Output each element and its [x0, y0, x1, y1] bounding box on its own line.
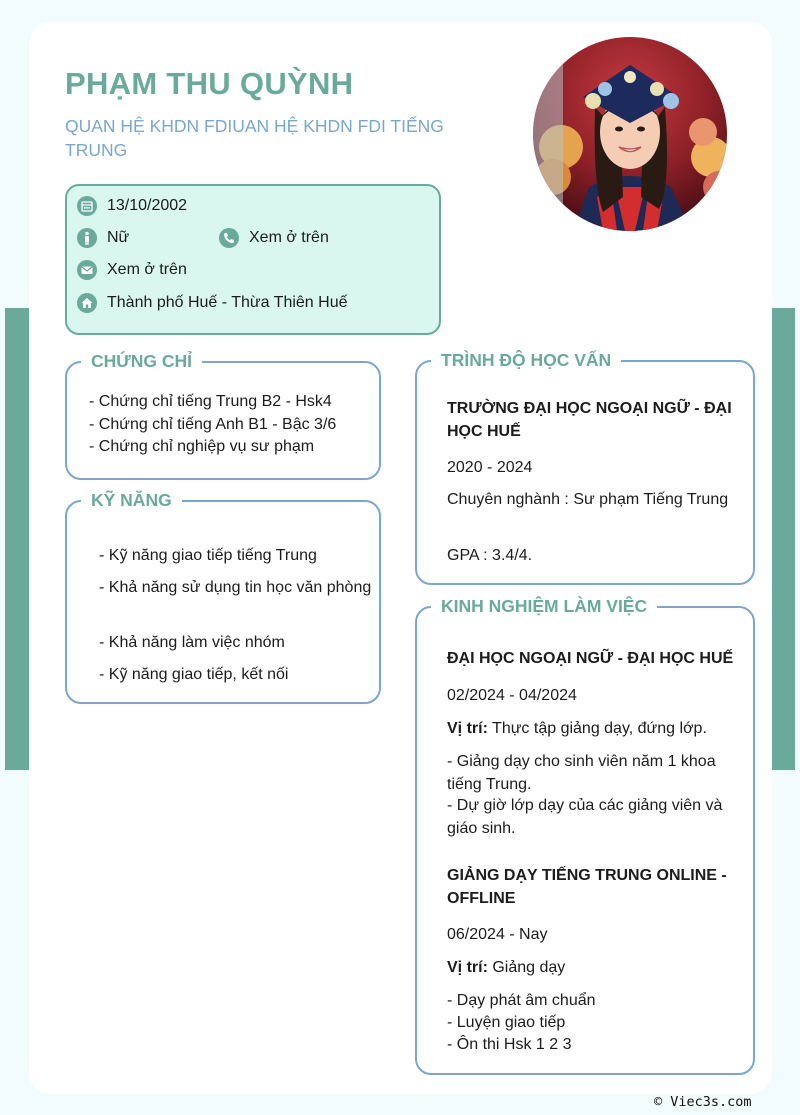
certificates-title: CHỨNG CHỈ [81, 349, 202, 373]
experience-section [415, 596, 755, 1075]
skill-item: - Kỹ năng giao tiếp, kết nối [99, 666, 289, 683]
gender-row [77, 228, 129, 248]
footer-watermark: © Viec3s.com [654, 1094, 752, 1110]
job-duty: - Luyện giao tiếp [447, 1014, 566, 1031]
job-company: GIẢNG DẠY TIẾNG TRUNG ONLINE - OFFLINE [447, 867, 727, 907]
education-section [415, 350, 755, 585]
phone-icon [219, 228, 239, 248]
skills-title: KỸ NĂNG [81, 488, 182, 512]
phone-value: Xem ở trên [249, 229, 329, 246]
candidate-name: PHẠM THU QUỲNH [65, 66, 354, 101]
gender-value: Nữ [107, 229, 130, 246]
certificate-item: - Chứng chỉ nghiệp vụ sư phạm [89, 438, 315, 455]
home-icon [77, 293, 97, 313]
birthday-value: 13/10/2002 [107, 197, 188, 214]
email-row [77, 260, 187, 280]
certificate-item: - Chứng chỉ tiếng Anh B1 - Bậc 3/6 [89, 415, 337, 433]
profile-photo [533, 37, 727, 231]
education-period: 2020 - 2024 [447, 459, 533, 476]
education-gpa: GPA : 3.4/4. [447, 547, 533, 564]
certificates-list [89, 391, 336, 459]
job-period: 06/2024 - Nay [447, 926, 548, 943]
phone-row [219, 228, 329, 248]
email-value: Xem ở trên [107, 261, 187, 278]
education-title: TRÌNH ĐỘ HỌC VẤN [431, 348, 621, 372]
education-major: Chuyên nghành : Sư phạm Tiếng Trung [447, 491, 729, 508]
position-label: Vị trí: [447, 959, 488, 976]
birthday-row [77, 196, 187, 216]
school-name: TRƯỜNG ĐẠI HỌC NGOẠI NGỮ - ĐẠI HỌC HUẾ [447, 400, 732, 440]
job-duty: - Ôn thi Hsk 1 2 3 [447, 1036, 572, 1053]
skills-section [65, 490, 381, 704]
experience-title: KINH NGHIỆM LÀM VIỆC [431, 594, 657, 618]
job-title: QUAN HỆ KHDN FDIUAN HỆ KHDN FDI TIẾNG TRUNG [65, 116, 444, 160]
job-duty: - Giảng dạy cho sinh viên năm 1 khoa tiếng Trung. [447, 753, 716, 793]
job-duty: - Dự giờ lớp dạy của các giảng viên và giáo sinh. [447, 797, 723, 837]
address-row [77, 293, 348, 313]
job-position [447, 718, 737, 741]
calendar-icon [77, 196, 97, 216]
address-value: Thành phố Huế - Thừa Thiên Huế [107, 294, 348, 311]
email-icon [77, 260, 97, 280]
gender-icon [77, 228, 97, 248]
job-company: ĐẠI HỌC NGOẠI NGỮ - ĐẠI HỌC HUẾ [447, 650, 734, 667]
skill-item: - Kỹ năng giao tiếp tiếng Trung [99, 547, 317, 564]
position-value: Giảng dạy [492, 959, 566, 976]
position-label: Vị trí: [447, 720, 488, 737]
skill-item: - Khả năng làm việc nhóm [99, 634, 285, 651]
personal-info-box [65, 184, 441, 335]
job-duty: - Dạy phát âm chuẩn [447, 992, 596, 1009]
right-accent-band [771, 308, 795, 770]
job-position [447, 957, 737, 980]
left-accent-band [5, 308, 30, 770]
position-value: Thực tập giảng dạy, đứng lớp. [492, 720, 707, 737]
skill-item: - Khả năng sử dụng tin học văn phòng [99, 579, 372, 596]
certificates-section [65, 351, 381, 480]
certificate-item: - Chứng chỉ tiếng Trung B2 - Hsk4 [89, 393, 332, 410]
job-period: 02/2024 - 04/2024 [447, 687, 577, 704]
